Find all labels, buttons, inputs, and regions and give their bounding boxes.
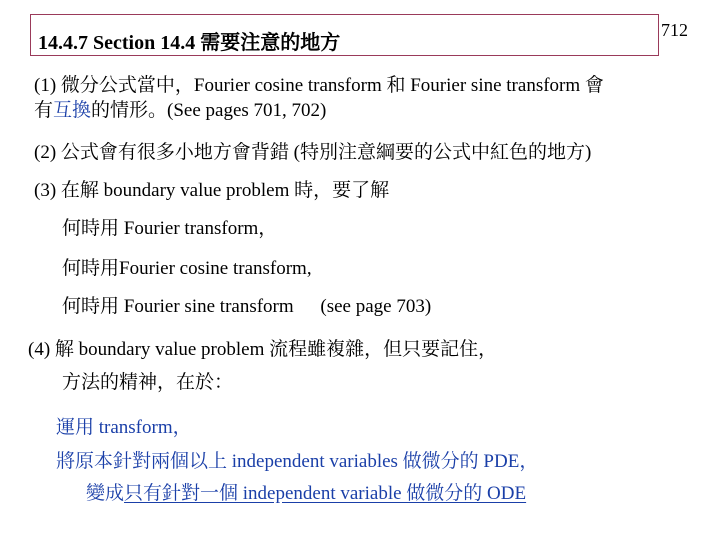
page-number: 712 [661,20,688,40]
item-4-sub-3-underlined: 只有針對一個 independent variable 做微分的 ODE [124,483,527,504]
item-3-sub-3-ref: (see page 703) [320,296,432,317]
item-4-sub-3 [86,478,526,505]
item-4-line-1: (4) 解 boundary value problem 流程雖複雜，但只要記住， [28,339,498,360]
item-2: (2) 公式會有很多小地方會背錯 (特別注意綱要的公式中紅色的地方) [34,142,592,163]
item-1-line-1: (1) 微分公式當中，Fourier cosine transform 和 Fourier sine transform 會 [34,75,604,96]
item-4-line-2: 方法的精神，在於： [62,372,234,393]
item-4-sub-3-start: 變成 [86,483,125,504]
item-3-sub-1: 何時用 Fourier transform， [62,218,278,239]
item-1-line-2-start: 有 [34,100,54,121]
item-3: (3) 在解 boundary value problem 時，要了解 [34,180,390,201]
item-4-sub-2: 將原本針對兩個以上 independent variables 做微分的 PDE， [56,451,539,472]
page-title: 14.4.7 Section 14.4 需要注意的地方 [38,32,341,54]
item-1-line-2 [34,95,326,122]
item-3-sub-3-text: 何時用 Fourier sine transform [62,296,294,317]
item-1-highlight: 互換 [53,100,92,121]
item-4-sub-1: 運用 transform， [56,417,192,438]
item-1-line-2-end: 的情形。(See pages 701, 702) [91,100,327,121]
item-3-sub-2: 何時用Fourier cosine transform, [62,258,312,279]
item-3-sub-3 [62,291,431,318]
